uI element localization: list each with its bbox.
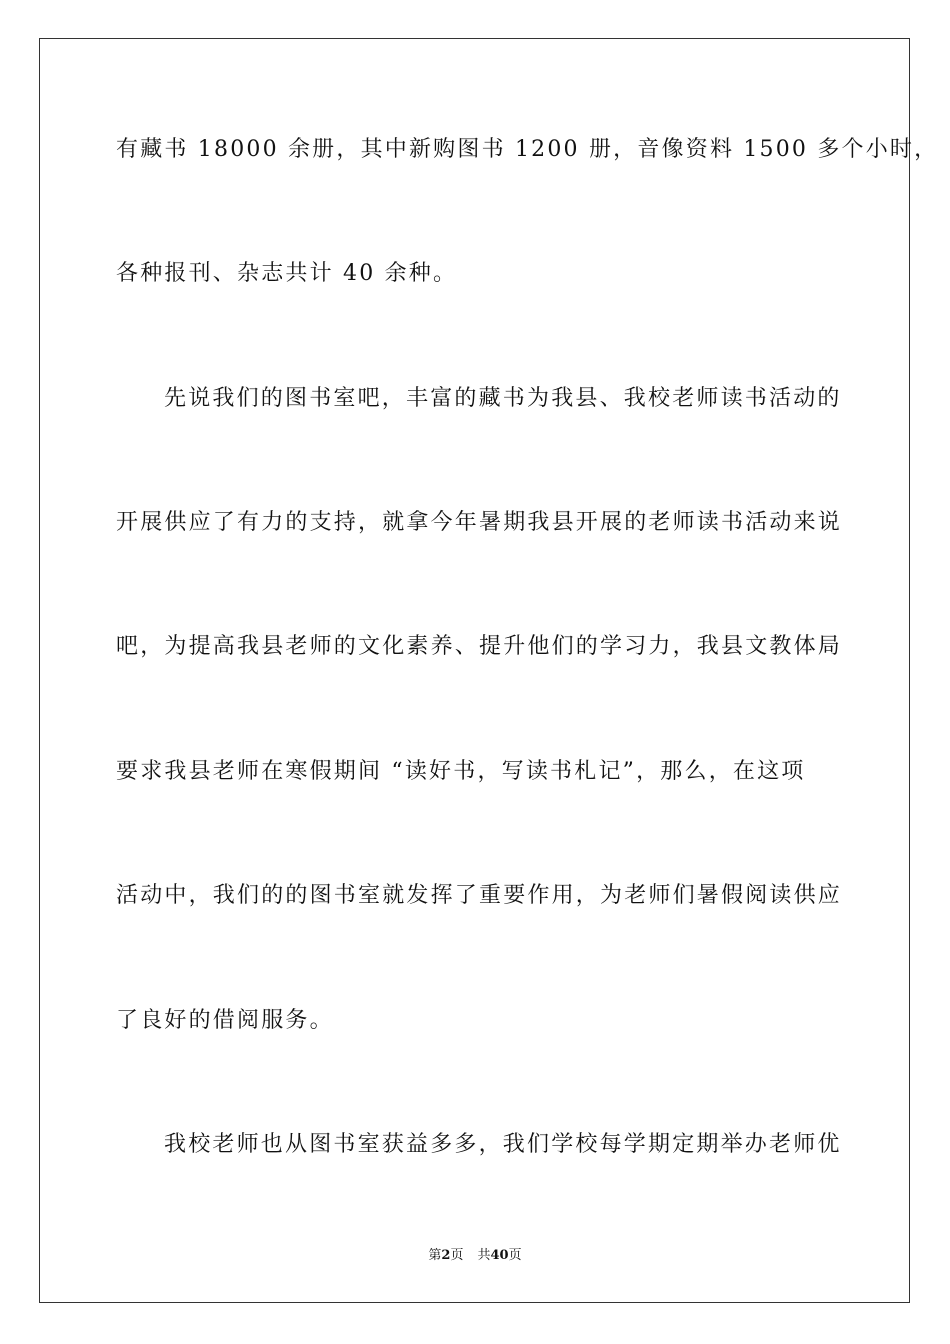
footer-page-number: 2 xyxy=(441,1248,451,1263)
footer-page-prefix: 第 xyxy=(428,1248,442,1263)
body-line-9: 我校老师也从图书室获益多多，我们学校每学期定期举办老师优 xyxy=(164,1132,842,1157)
page-footer xyxy=(0,1248,950,1264)
body-line-3: 先说我们的图书室吧，丰富的藏书为我县、我校老师读书活动的 xyxy=(164,386,842,411)
body-line-7: 活动中，我们的的图书室就发挥了重要作用，为老师们暑假阅读供应 xyxy=(116,883,843,908)
body-line-8: 了良好的借阅服务。 xyxy=(116,1008,334,1033)
body-line-4: 开展供应了有力的支持，就拿今年暑期我县开展的老师读书活动来说 xyxy=(116,510,843,535)
body-line-2: 各种报刊、杂志共计 40 余种。 xyxy=(116,261,458,286)
body-line-6: 要求我县老师在寒假期间 “读好书，写读书札记”，那么，在这项 xyxy=(116,759,806,784)
body-line-1: 有藏书 18000 余册，其中新购图书 1200 册，音像资料 1500 多个小时， xyxy=(116,137,939,162)
page-border xyxy=(39,38,910,1303)
footer-page-suffix: 页 xyxy=(450,1248,464,1263)
footer-total-prefix: 共 xyxy=(477,1248,491,1263)
footer-total-suffix: 页 xyxy=(508,1248,522,1263)
body-line-5: 吧，为提高我县老师的文化素养、提升他们的学习力，我县文教体局 xyxy=(116,634,843,659)
footer-total-pages: 40 xyxy=(490,1248,509,1263)
